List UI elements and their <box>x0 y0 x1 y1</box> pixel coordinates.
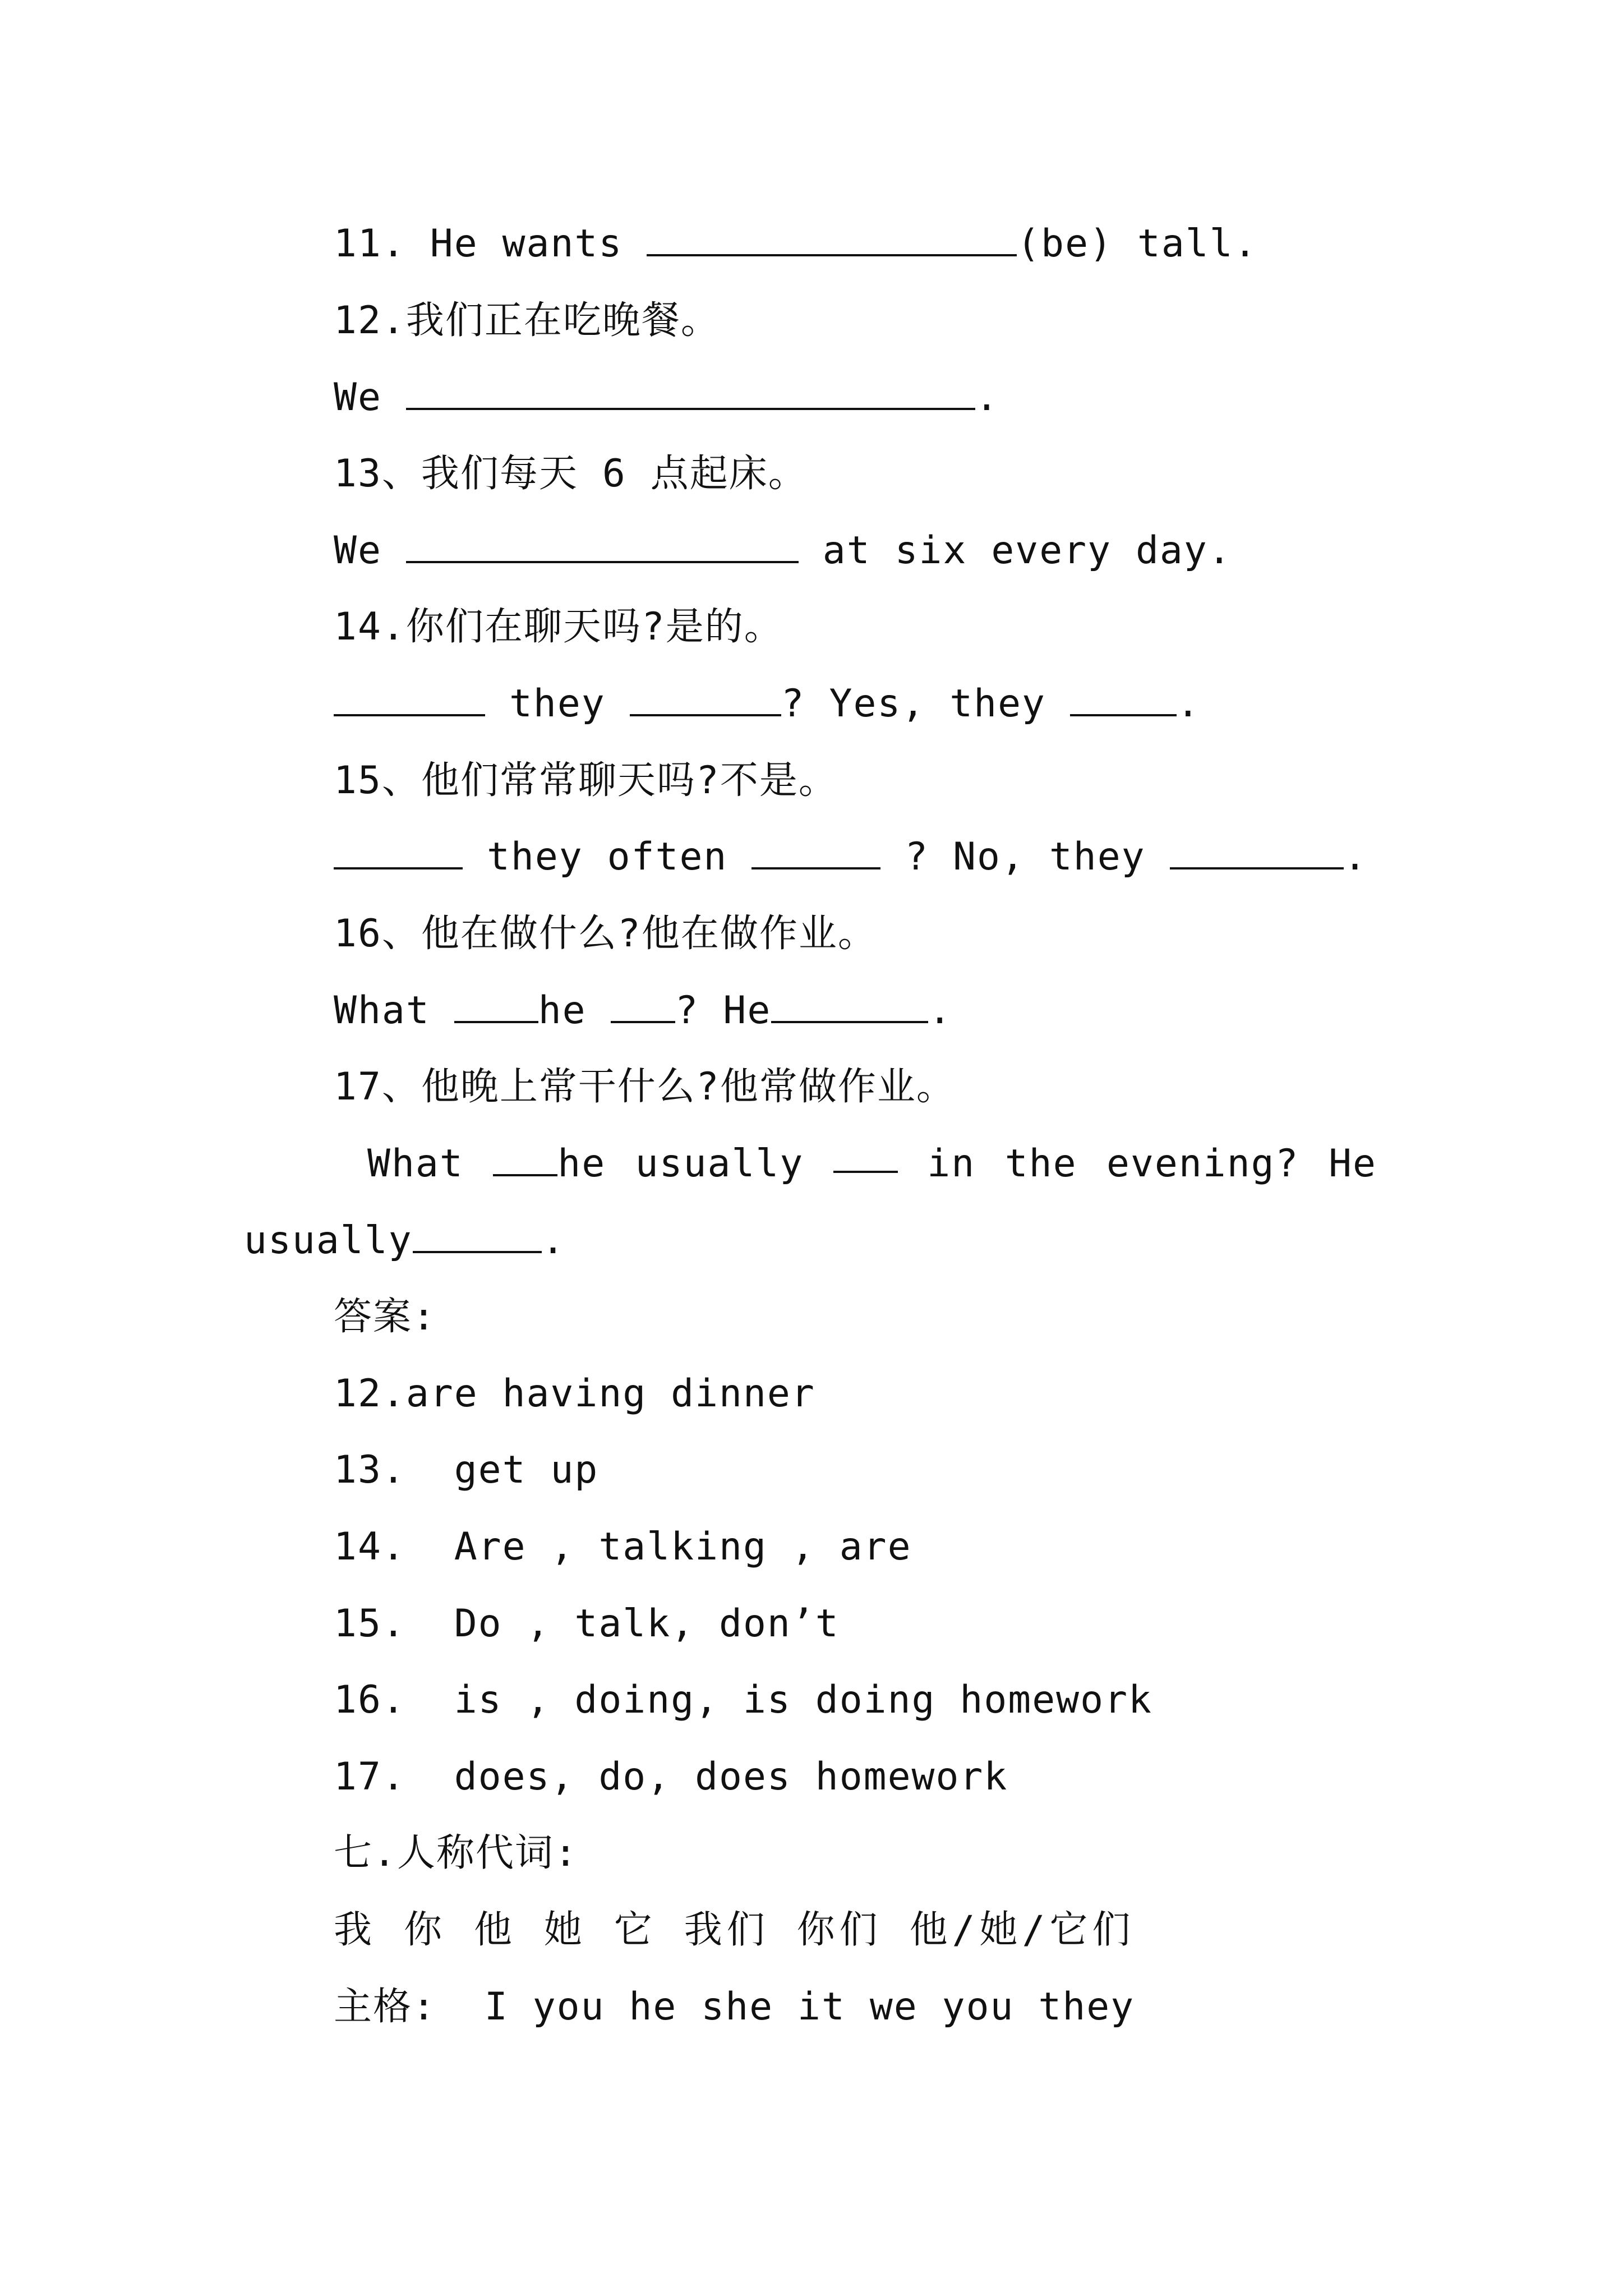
question-14-answer-line <box>334 676 1201 732</box>
answer-blank[interactable] <box>334 679 485 716</box>
answers-heading: 答案: <box>334 1295 436 1339</box>
answer-word: What <box>334 988 454 1033</box>
question-11 <box>334 216 1258 272</box>
answer-end: . <box>1343 835 1368 879</box>
answer-blank[interactable] <box>630 679 781 716</box>
answer-blank[interactable] <box>751 832 880 869</box>
answer-blank[interactable] <box>334 832 463 869</box>
answer-end: . <box>928 988 953 1033</box>
question-14-prompt: 14.你们在聊天吗?是的。 <box>334 605 783 649</box>
pronouns-nominative-row: 主格: I you he she it we you they <box>334 1985 1135 2029</box>
question-13-prompt: 13、我们每天 6 点起床。 <box>334 452 808 496</box>
answer-item: 15. Do , talk, don’t <box>334 1602 840 1646</box>
answer-word: ? He <box>675 988 772 1033</box>
answer-blank[interactable] <box>406 526 799 563</box>
answer-word: they <box>485 682 630 726</box>
answer-word: they often <box>463 835 752 879</box>
question-11-hint: (be) tall. <box>1017 222 1258 266</box>
answer-word: usually <box>635 1142 804 1186</box>
answer-word: he <box>557 1142 606 1186</box>
answer-word: in <box>927 1142 976 1186</box>
answer-word: he <box>538 988 611 1033</box>
answer-blank[interactable] <box>647 219 1017 256</box>
question-13-answer-line <box>334 523 1232 579</box>
answer-lead: We <box>334 528 406 573</box>
answer-blank[interactable] <box>1170 832 1344 869</box>
answer-word: usually <box>244 1218 413 1263</box>
answer-word: He <box>1329 1142 1377 1186</box>
answer-blank[interactable] <box>611 986 675 1023</box>
answer-end: . <box>541 1218 566 1263</box>
answer-blank[interactable] <box>833 1136 898 1173</box>
answer-word: ? Yes, they <box>781 682 1070 726</box>
answer-blank[interactable] <box>454 986 538 1023</box>
question-17-answer-continuation <box>244 1213 566 1269</box>
question-12-answer-line <box>334 370 999 426</box>
pronouns-heading: 七.人称代词: <box>334 1831 578 1875</box>
answer-item: 17. does, do, does homework <box>334 1755 1008 1799</box>
question-11-text: 11. He wants <box>334 222 647 266</box>
question-16-answer-line <box>334 983 952 1039</box>
answer-item: 16. is , doing, is doing homework <box>334 1678 1152 1722</box>
answer-lead: We <box>334 375 406 420</box>
answer-item: 14. Are , talking , are <box>334 1525 912 1569</box>
answer-word: What <box>367 1142 464 1186</box>
question-15-prompt: 15、他们常常聊天吗?不是。 <box>334 758 838 803</box>
answer-blank[interactable] <box>1070 679 1177 716</box>
answer-blank[interactable] <box>406 373 975 410</box>
answer-blank[interactable] <box>771 986 928 1023</box>
question-17-answer-line <box>367 1136 1377 1192</box>
question-16-prompt: 16、他在做什么?他在做作业。 <box>334 912 877 956</box>
answer-end: . <box>1176 682 1201 726</box>
question-17-prompt: 17、他晚上常干什么?他常做作业。 <box>334 1065 956 1109</box>
answer-blank[interactable] <box>493 1139 557 1176</box>
answer-tail: at six every day. <box>798 528 1232 573</box>
answer-word-group <box>493 1136 606 1192</box>
answer-word: evening? <box>1106 1142 1299 1186</box>
answer-word: the <box>1004 1142 1077 1186</box>
answer-end: . <box>975 375 999 420</box>
question-12-prompt: 12.我们正在吃晚餐。 <box>334 298 720 343</box>
pronouns-chinese-row: 我 你 他 她 它 我们 你们 他/她/它们 <box>334 1908 1135 1952</box>
question-15-answer-line <box>334 829 1368 885</box>
answer-item: 13. get up <box>334 1448 599 1492</box>
answer-word: ? No, they <box>880 835 1170 879</box>
answer-item: 12.are having dinner <box>334 1372 815 1416</box>
answer-blank[interactable] <box>413 1216 542 1253</box>
